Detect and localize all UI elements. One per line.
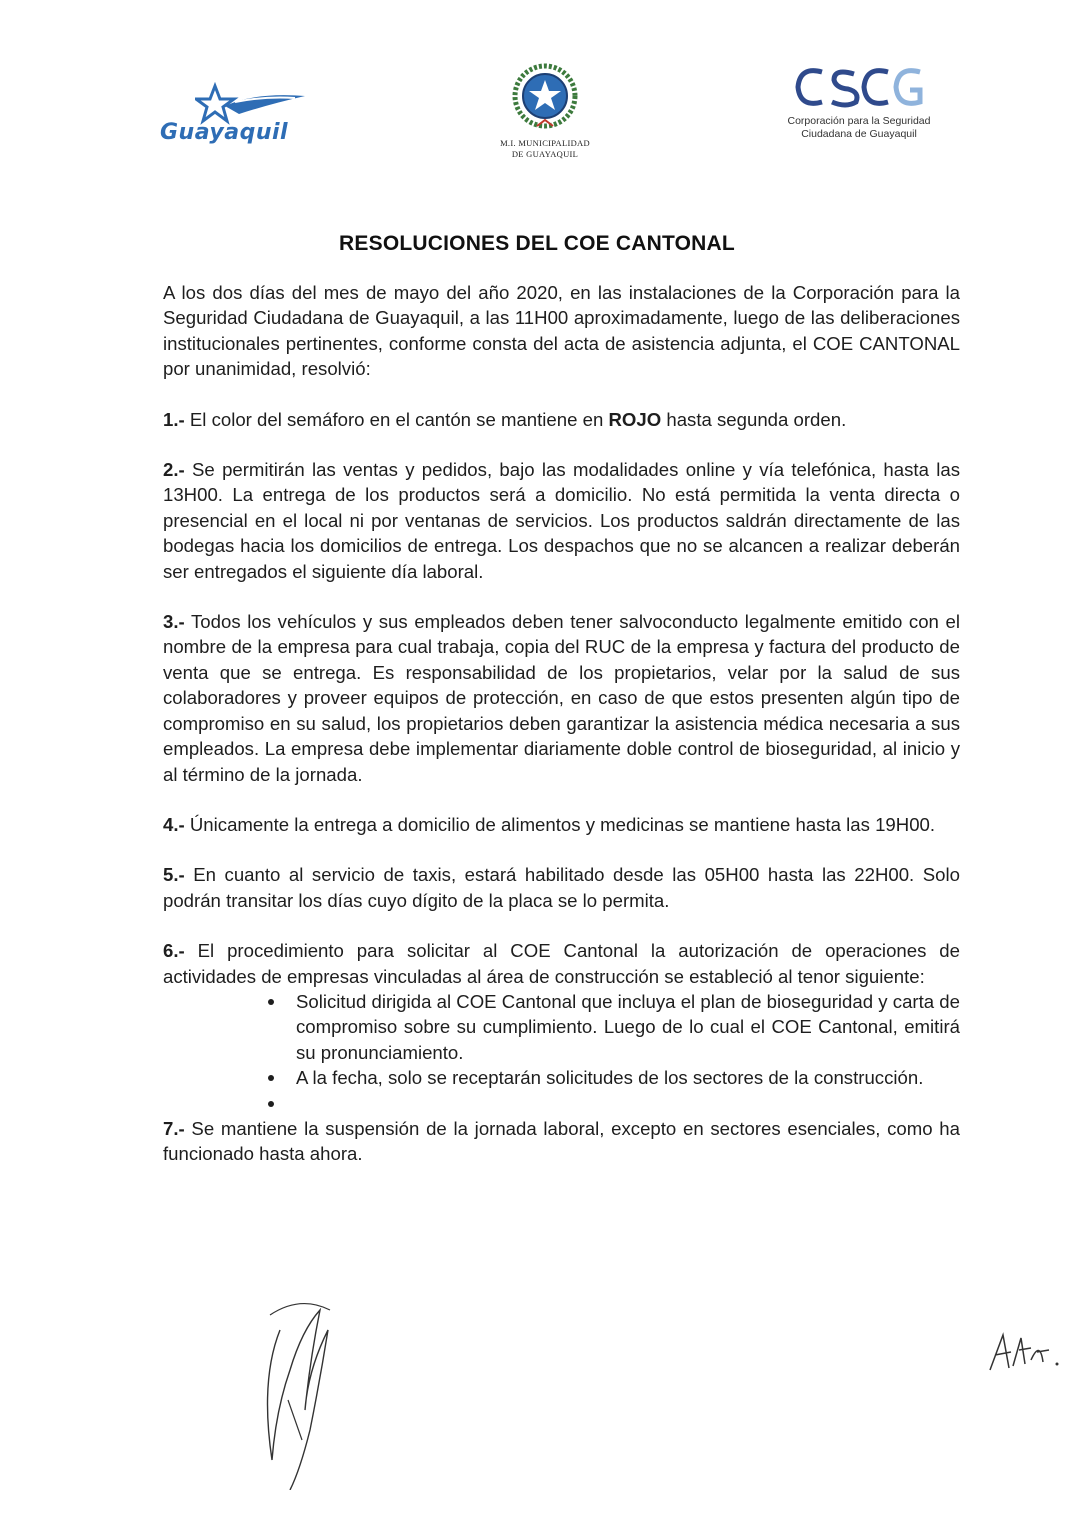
seal-star-icon — [509, 62, 581, 134]
cscg-logo — [770, 62, 950, 152]
resolution-number: 1.- — [163, 408, 185, 430]
empty-list-item — [296, 1091, 960, 1116]
resolution-text: Únicamente la entrega a domicilio de alimentos y medicinas se mantiene hasta las 19H00. — [184, 813, 936, 835]
cscg-mark-icon — [770, 62, 950, 112]
document-title: RESOLUCIONES DEL COE CANTONAL — [339, 232, 735, 255]
resolution-number: 2.- — [163, 459, 185, 481]
resolution-number: 4.- — [163, 813, 185, 835]
resolution-text: Se mantiene la suspensión de la jornada laboral, excepto en sectores esenciales, como ha funcionado hasta ahora. — [163, 1117, 960, 1165]
resolution-6-list — [163, 989, 960, 1116]
resolution-text: Todos los vehículos y sus empleados deben tener salvoconducto legalmente emitido con el nombre de la empresa para cual trabaja, copia del RUC de la empresa y factura del producto de venta que se entrega. Es responsabilidad de los propietarios, velar por la salud de sus colaboradores y proveer equipos de protección, en caso de que estos presenten algún tipo de compromiso en su salud, los propietarios deben garantizar la asistencia médica necesaria a sus empleados. La empresa debe implementar diariamente doble control de bioseguridad, al inicio y al término de la jornada. — [163, 611, 960, 785]
resolution-text: El procedimiento para solicitar al COE Cantonal la autorización de operaciones de actividades de empresas vinculadas al área de construcción se estableció al tenor siguiente: — [163, 940, 960, 987]
resolution-text: En cuanto al servicio de taxis, estará habilitado desde las 05H00 hasta las 22H00. Solo podrán transitar los días cuyo dígito de la placa se lo permita. — [163, 864, 960, 911]
cscg-caption-line2: Ciudadana de Guayaquil — [801, 128, 917, 140]
resolution-text: El color del semáforo en el cantón se mantiene en — [184, 408, 609, 430]
resolution-number: 7.- — [163, 1117, 185, 1139]
resolution-2 — [163, 457, 960, 584]
guayaquil-logo-text: Guayaquil — [160, 120, 289, 145]
seal-caption-line2: DE GUAYAQUIL — [511, 149, 579, 159]
signature-right — [985, 1330, 1065, 1375]
cscg-caption-line1: Corporación para la Seguridad — [787, 115, 931, 127]
list-item: Solicitud dirigida al COE Cantonal que incluya el plan de bioseguridad y carta de compromiso sobre su cumplimiento. Luego de lo cual el COE Cantonal, emitirá su pronunciamiento. — [296, 989, 960, 1065]
resolution-text: Se permitirán las ventas y pedidos, bajo las modalidades online y vía telefónica, hasta las 13H00. La entrega de los productos será a domicilio. No está permitida la venta directa o presencial en el local ni por ventanas de servicios. Los productos saldrán directamente de las bodegas hacia los domicilios de entrega. Los despachos que no se alcancen a realizar deberán ser entregados el siguiente día laboral. — [163, 459, 960, 582]
list-item: A la fecha, solo se receptarán solicitudes de los sectores de la construcción. — [296, 1065, 960, 1090]
resolution-5 — [163, 862, 960, 913]
resolution-number: 5.- — [163, 864, 185, 886]
resolution-text: hasta segunda orden. — [661, 408, 847, 430]
resolution-number: 3.- — [163, 611, 185, 633]
municipality-seal — [480, 62, 610, 172]
resolution-7 — [163, 1116, 960, 1167]
resolution-6 — [163, 938, 960, 989]
resolution-number: 6.- — [163, 940, 185, 962]
signature-left — [250, 1290, 360, 1490]
resolution-3 — [163, 609, 960, 787]
resolution-4 — [163, 812, 960, 837]
seal-caption-line1: M.I. MUNICIPALIDAD — [500, 138, 590, 148]
document-body — [163, 280, 960, 1192]
guayaquil-logo — [160, 82, 310, 152]
intro-paragraph: A los dos días del mes de mayo del año 2020, en las instalaciones de la Corporación para la Seguridad Ciudadana de Guayaquil, a las 11H00 aproximadamente, luego de las deliberaciones institucionales pertinentes, conforme consta del acta de asistencia adjunta, el COE CANTONAL por unanimidad, resolvió: — [163, 282, 960, 380]
resolution-1 — [163, 407, 960, 432]
semaphore-color: ROJO — [608, 408, 662, 430]
